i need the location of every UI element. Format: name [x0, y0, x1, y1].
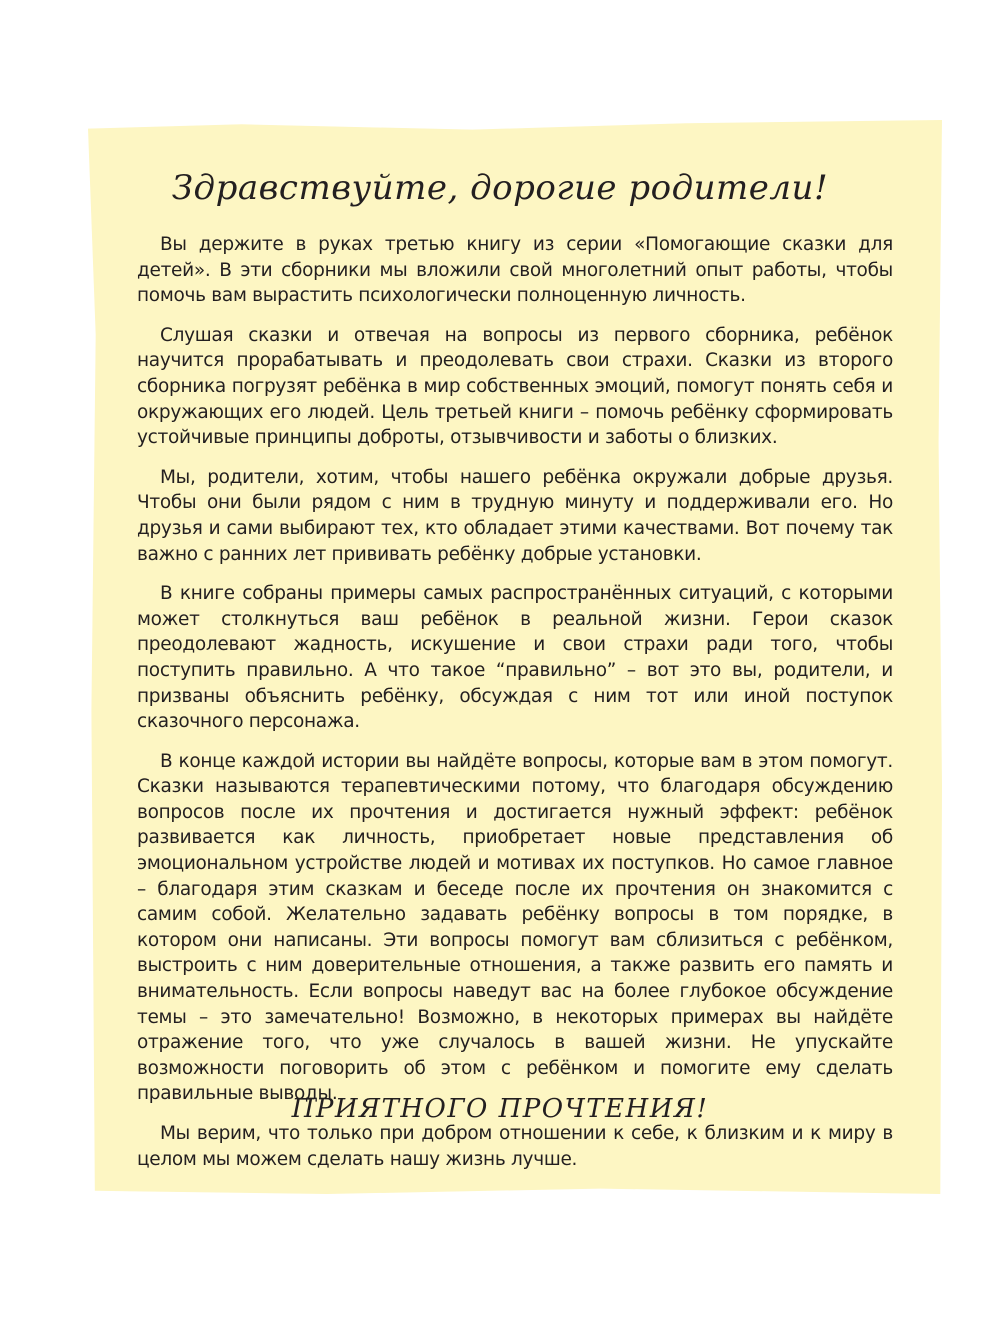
letter-body	[137, 232, 893, 1186]
paragraph-1: Вы держите в руках третью книгу из серии «Помогающие сказки для детей». В эти сборники мы вложили свой многолетний опыт работы, чтобы помочь вам вырастить психологически полноценную личность.	[137, 234, 893, 307]
paragraph-2: Слушая сказки и отвечая на вопросы из первого сборника, ребёнок научится прорабатывать и преодолевать свои страхи. Сказки из второго сборника погрузят ребёнка в мир собственных эмоций, помогут понять себя и окружающих его людей. Цель третьей книги – помочь ребёнку сформировать устойчивые принципы доброты, отзывчивости и заботы о близких.	[137, 324, 893, 449]
paragraph-4: В книге собраны примеры самых распространённых ситуаций, с которыми может столкнуться ваш ребёнок в реальной жизни. Герои сказок преодолевают жадность, искушение и свои страхи ради того, чтобы поступить правильно. А что такое “правильно” – вот это вы, родители, и призваны объяснить ребёнку, обсуждая с ним тот или иной поступок сказочного персонажа.	[137, 583, 893, 733]
closing-greeting: ПРИЯТНОГО ПРОЧТЕНИЯ!	[291, 1094, 709, 1124]
page-title: Здравствуйте, дорогие родители!	[171, 168, 829, 208]
paragraph-5: В конце каждой истории вы найдёте вопросы, которые вам в этом помогут. Сказки называются терапевтическими потому, что благодаря обсуждению вопросов после их прочтения и достигается нужный эффект: ребёнок развивается как личность, приобретает новые представления об эмоциональном устройстве людей и мотивах их поступков. Но самое главное – благодаря этим сказкам и беседе после их прочтения он знакомится с самим собой. Желательно задавать ребёнку вопросы в том порядке, в котором они написаны. Эти вопросы помогут вам сблизиться с ребёнком, выстроить с ним доверительные отношения, а также развить его память и внимательность. Если вопросы наведут вас на более глубокое обсуждение темы – это замечательно! Возможно, в некоторых примерах вы найдёте отражение того, что уже случалось в вашей жизни. Не упускайте возможности поговорить об этом с ребёнком и помогите ему сделать правильные выводы.	[137, 750, 893, 1105]
paragraph-3: Мы, родители, хотим, чтобы нашего ребёнка окружали добрые друзья. Чтобы они были рядом с ним в трудную минуту и поддерживали его. Но друзья и сами выбирают тех, кто обладает этими качествами. Вот почему так важно с ранних лет прививать ребёнку добрые установки.	[137, 466, 893, 565]
paragraph-6: Мы верим, что только при добром отношении к себе, к близким и к миру в целом мы можем сделать нашу жизнь лучше.	[137, 1123, 893, 1170]
